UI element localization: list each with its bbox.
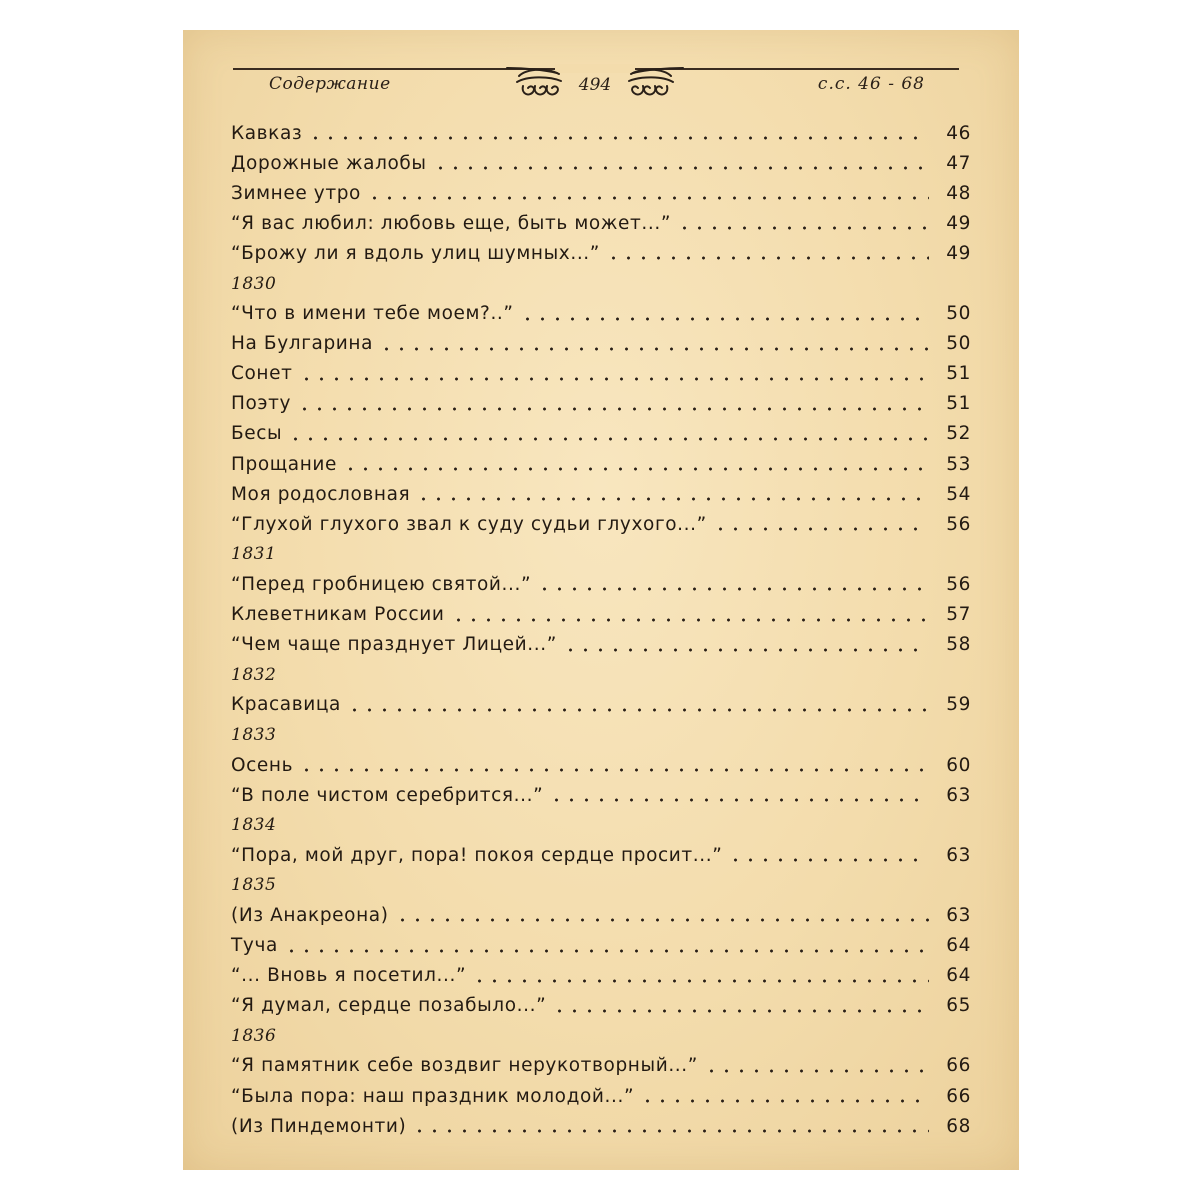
toc-entry-title: Дорожные жалобы: [231, 152, 427, 174]
toc-entry: [231, 118, 971, 148]
toc-entry-page: 46: [946, 122, 971, 144]
toc-entry: [231, 148, 971, 178]
dot-leader: [395, 918, 929, 922]
toc-entry: [231, 419, 971, 449]
dot-leader: [416, 497, 929, 501]
dot-leader: [537, 587, 929, 591]
toc-entry-page: 56: [946, 513, 971, 535]
toc-entry-page: 48: [946, 182, 971, 204]
toc-entry-title: (Из Пиндемонти): [231, 1115, 407, 1137]
toc-entry: [231, 329, 971, 359]
toc-entry: [231, 750, 971, 780]
toc-entry-title: “Чем чаще празднует Лицей...”: [231, 634, 557, 656]
toc-entry-title: На Булгарина: [231, 333, 374, 355]
year-label: 1836: [231, 1025, 277, 1046]
year-label: 1833: [231, 724, 277, 745]
year-heading: [231, 660, 971, 690]
dot-leader: [472, 979, 929, 983]
toc-entry-page: 49: [946, 242, 971, 264]
toc-entry: [231, 238, 971, 268]
toc-entry: [231, 931, 971, 961]
toc-entry-page: 51: [946, 363, 971, 385]
dot-leader: [284, 949, 929, 953]
dot-leader: [367, 196, 929, 200]
toc-entry-page: 47: [946, 152, 971, 174]
toc-entry: [231, 780, 971, 810]
toc-entry: [231, 208, 971, 238]
dot-leader: [433, 166, 929, 170]
dot-leader: [379, 347, 929, 351]
dot-leader: [347, 708, 929, 712]
toc-entry-page: 64: [946, 935, 971, 957]
toc-entry-page: 50: [946, 303, 971, 325]
dot-leader: [704, 1069, 929, 1073]
toc-entry-page: 51: [946, 393, 971, 415]
toc-entry-title: Прощание: [231, 453, 338, 475]
toc-entry-title: “Я думал, сердце позабыло...”: [231, 995, 547, 1017]
toc-entry-title: “Я вас любил: любовь еще, быть может...”: [231, 212, 672, 234]
toc-entry-title: “В поле чистом серебрится...”: [231, 784, 544, 806]
toc-entry-page: 54: [946, 483, 971, 505]
toc-entry: [231, 961, 971, 991]
dot-leader: [412, 1129, 929, 1133]
toc-entry-title: Зимнее утро: [231, 182, 361, 204]
toc-entry-title: Красавица: [231, 694, 341, 716]
toc-entry: [231, 449, 971, 479]
toc-entry: [231, 1081, 971, 1111]
toc-entry: [231, 509, 971, 539]
dot-leader: [728, 858, 929, 862]
dot-leader: [308, 136, 929, 140]
dot-leader: [297, 407, 929, 411]
toc-entry-title: “... Вновь я посетил...”: [231, 965, 467, 987]
toc-entry-page: 66: [946, 1055, 971, 1077]
toc-entry-title: Моя родословная: [231, 483, 411, 505]
toc-entry-page: 60: [946, 754, 971, 776]
toc-entry-page: 57: [946, 604, 971, 626]
dot-leader: [563, 648, 929, 652]
toc-entry-page: 58: [946, 634, 971, 656]
dot-leader: [288, 437, 929, 441]
toc-entry-page: 49: [946, 212, 971, 234]
dot-leader: [343, 467, 929, 471]
toc-entry-title: Поэту: [231, 393, 292, 415]
toc-entry-title: Бесы: [231, 423, 283, 445]
dot-leader: [606, 256, 929, 260]
dot-leader: [299, 768, 929, 772]
running-header: [233, 64, 959, 124]
toc-entry: [231, 299, 971, 329]
toc-entry-page: 63: [946, 904, 971, 926]
dot-leader: [520, 317, 929, 321]
year-label: 1830: [231, 273, 277, 294]
toc-entry-page: 52: [946, 423, 971, 445]
year-heading: [231, 539, 971, 569]
year-heading: [231, 268, 971, 298]
toc-entry: [231, 900, 971, 930]
toc-entry-title: “Пора, мой друг, пора! покоя сердце просит...”: [231, 844, 723, 866]
toc-entry-title: Сонет: [231, 363, 293, 385]
toc-entry: [231, 1111, 971, 1141]
year-label: 1831: [231, 544, 277, 565]
toc-entry-page: 50: [946, 333, 971, 355]
dot-leader: [713, 527, 929, 531]
toc-entry-title: (Из Анакреона): [231, 904, 389, 926]
year-heading: [231, 870, 971, 900]
toc-entry: [231, 479, 971, 509]
page-range: с.с. 46 - 68: [817, 74, 925, 94]
toc-entry-page: 56: [946, 573, 971, 595]
page-number: 494: [578, 75, 612, 95]
dot-leader: [451, 618, 929, 622]
toc-entry: [231, 569, 971, 599]
toc-entry-title: “Перед гробницею святой...”: [231, 573, 532, 595]
toc-entry-title: “Глухой глухого звал к суду судьи глухого...”: [231, 513, 707, 535]
header-title: Содержание: [269, 74, 391, 94]
toc-entry: [231, 1051, 971, 1081]
toc-entry-page: 63: [946, 844, 971, 866]
table-of-contents: [231, 118, 971, 1141]
year-label: 1835: [231, 875, 277, 896]
ornament-flourish: [505, 64, 685, 124]
toc-entry: [231, 630, 971, 660]
book-page: [183, 30, 1019, 1170]
toc-entry-title: “Что в имени тебе моем?..”: [231, 303, 514, 325]
toc-entry: [231, 359, 971, 389]
toc-entry-title: Осень: [231, 754, 294, 776]
dot-leader: [549, 798, 929, 802]
year-heading: [231, 810, 971, 840]
toc-entry-page: 65: [946, 995, 971, 1017]
toc-entry: [231, 840, 971, 870]
toc-entry-page: 66: [946, 1085, 971, 1107]
toc-entry-title: “Брожу ли я вдоль улиц шумных...”: [231, 242, 600, 264]
toc-entry-page: 68: [946, 1115, 971, 1137]
toc-entry-title: “Я памятник себе воздвиг нерукотворный...”: [231, 1055, 698, 1077]
dot-leader: [640, 1099, 929, 1103]
toc-entry-title: Кавказ: [231, 122, 303, 144]
toc-entry-title: Клеветникам России: [231, 604, 445, 626]
toc-entry: [231, 600, 971, 630]
toc-entry-title: Туча: [231, 935, 278, 957]
year-heading: [231, 720, 971, 750]
dot-leader: [299, 377, 930, 381]
toc-entry: [231, 690, 971, 720]
toc-entry-title: “Была пора: наш праздник молодой...”: [231, 1085, 635, 1107]
year-label: 1834: [231, 815, 277, 836]
toc-entry-page: 64: [946, 965, 971, 987]
year-label: 1832: [231, 664, 277, 685]
toc-entry: [231, 389, 971, 419]
dot-leader: [677, 226, 929, 230]
toc-entry: [231, 991, 971, 1021]
year-heading: [231, 1021, 971, 1051]
toc-entry-page: 63: [946, 784, 971, 806]
toc-entry: [231, 178, 971, 208]
toc-entry-page: 53: [946, 453, 971, 475]
toc-entry-page: 59: [946, 694, 971, 716]
dot-leader: [552, 1009, 929, 1013]
